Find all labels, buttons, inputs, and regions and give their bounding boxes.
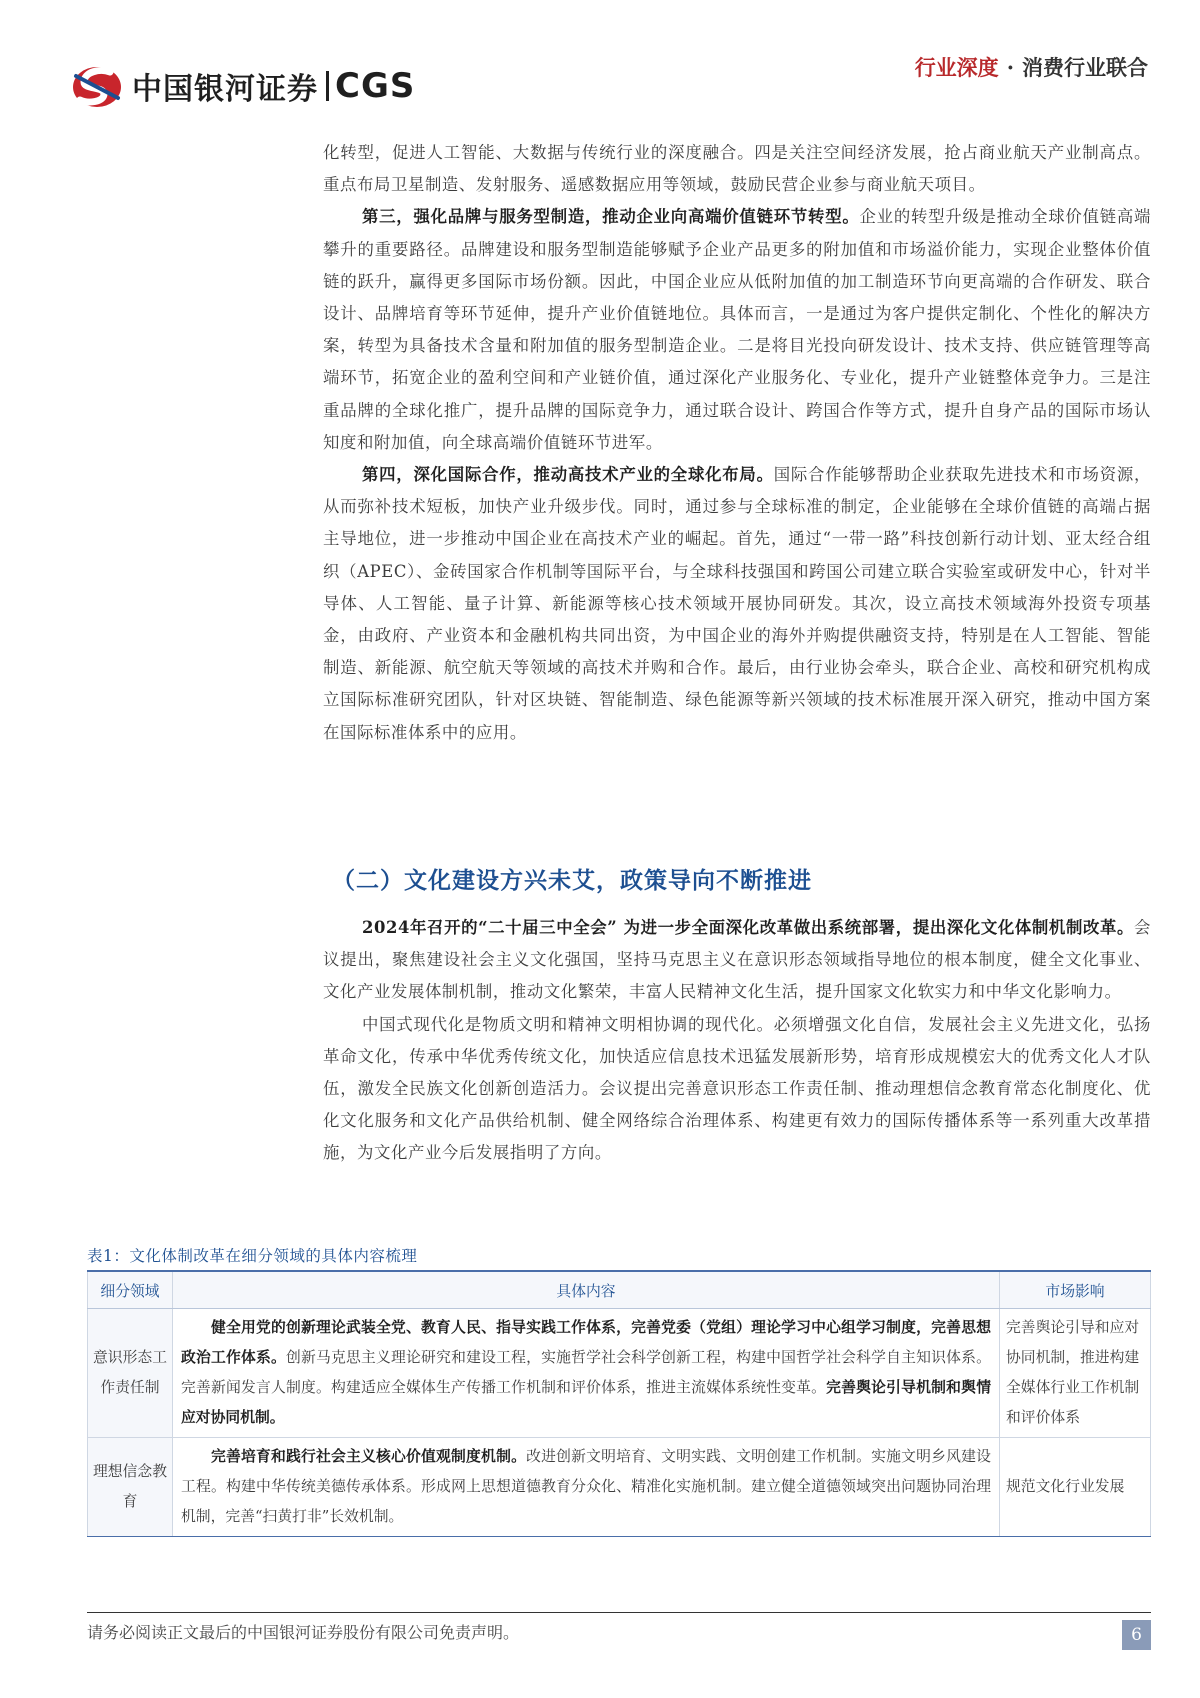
page-number: 6 — [1122, 1620, 1151, 1650]
content-text: 改进创新文明培育、文明实践、文明创建工作机制。实施文明乡风建设工程。构建中华传统美德传承体系。形成网上思想道德教育分众化、精准化实施机制。建立健全道德领域突出问题协同治理机制，完善“扫黄打非”长效机制。 — [181, 1448, 991, 1525]
table-row — [88, 1309, 1151, 1438]
footer-divider — [87, 1612, 1151, 1613]
table-caption: 表1：文化体制改革在细分领域的具体内容梳理 — [87, 1247, 418, 1265]
paragraph-lead: 第三，强化品牌与服务型制造，推动企业向高端价值链环节转型。 — [362, 207, 860, 227]
content-bold: 健全用党的创新理论武装全党、教育人民、指导实践工作体系，完善党委（党组）理论学习中心组学习制度，完善思想政治工作体系。 — [181, 1319, 991, 1366]
section-heading: （二）文化建设方兴未艾，政策导向不断推进 — [332, 867, 812, 894]
paragraph-lead: 2024年召开的“二十届三中全会” 为进一步全面深化改革做出系统部署，提出深化文化体制机制改革。 — [362, 918, 1134, 937]
logo-chinese-name: 中国银河证券 — [132, 72, 318, 107]
cell-impact: 规范文化行业发展 — [1000, 1438, 1151, 1537]
paragraph — [323, 459, 1151, 749]
cell-impact: 完善舆论引导和应对协同机制，推进构建全媒体行业工作机制和评价体系 — [1000, 1309, 1151, 1438]
paragraph-text: 中国式现代化是物质文明和精神文明相协调的现代化。必须增强文化自信，发展社会主义先进文化，弘扬革命文化，传承中华优秀传统文化，加快适应信息技术迅猛发展新形势，培育形成规模宏大的优秀文化人才队伍，激发全民族文化创新创造活力。会议提出完善意识形态工作责任制、推动理想信念教育常态化制度化、优化文化服务和文化产品供给机制、健全网络综合治理体系、构建更有效力的国际传播体系等一系列重大改革措施，为文化产业今后发展指明了方向。 — [323, 1014, 1151, 1163]
paragraph — [323, 201, 1151, 459]
report-category — [915, 52, 1148, 82]
footer-disclaimer: 请务必阅读正文最后的中国银河证券股份有限公司免责声明。 — [87, 1623, 520, 1642]
policy-table — [87, 1270, 1151, 1537]
company-logo — [70, 62, 415, 110]
content-bold: 完善培育和践行社会主义核心价值观制度机制。 — [211, 1448, 527, 1465]
body-text-block — [323, 137, 1151, 749]
paragraph-lead: 第四，深化国际合作，推动高技术产业的全球化布局。 — [362, 465, 774, 485]
column-header: 市场影响 — [1000, 1271, 1151, 1309]
logo-english-name: CGS — [335, 66, 416, 106]
cell-content — [173, 1438, 1000, 1537]
paragraph — [323, 137, 1151, 201]
cgs-logo-icon — [70, 62, 124, 110]
report-type: 行业深度 — [914, 55, 999, 80]
paragraph-text: 国际合作能够帮助企业获取先进技术和市场资源，从而弥补技术短板，加快产业升级步伐。同时，通过参与全球标准的制定，企业能够在全球价值链的高端占据主导地位，进一步推动中国企业在高技术产业的崛起。首先，通过“一带一路”科技创新行动计划、亚太经合组织（APEC）、金砖国家合作机制等国际平台，与全球科技强国和跨国公司建立联合实验室或研发中心，针对半导体、人工智能、量子计算、新能源等核心技术领域开展协同研发。其次，设立高技术领域海外投资专项基金，由政府、产业资本和金融机构共同出资，为中国企业的海外并购提供融资支持，特别是在人工智能、智能制造、新能源、航空航天等领域的高技术并购和合作。最后，由行业协会牵头，联合企业、高校和研究机构成立国际标准研究团队，针对区块链、智能制造、绿色能源等新兴领域的技术标准展开深入研究，推动中国方案在国际标准体系中的应用。 — [323, 465, 1151, 742]
content-text: 创新马克思主义理论研究和建设工程，实施哲学社会科学创新工程，构建中国哲学社会科学自主知识体系。完善新闻发言人制度。构建适应全媒体生产传播工作机制和评价体系，推进主流媒体系统性变革。 — [181, 1349, 991, 1396]
report-sector: 消费行业联合 — [1022, 55, 1148, 80]
column-header: 具体内容 — [173, 1271, 1000, 1309]
section-text-block — [323, 912, 1151, 1170]
cell-field: 理想信念教育 — [88, 1438, 173, 1537]
page-header — [0, 0, 1200, 130]
logo-divider — [326, 71, 329, 101]
table-row — [88, 1438, 1151, 1537]
content-bold: 完善舆论引导机制和舆情应对协同机制。 — [181, 1379, 991, 1426]
paragraph-text: 会议提出，聚焦建设社会主义文化强国，坚持马克思主义在意识形态领域指导地位的根本制度，健全文化事业、文化产业发展体制机制，推动文化繁荣，丰富人民精神文化生活，提升国家文化软实力和中华文化影响力。 — [323, 918, 1151, 1002]
paragraph — [323, 912, 1151, 1009]
header-separator: · — [1006, 55, 1014, 80]
paragraph-text: 企业的转型升级是推动全球价值链高端攀升的重要路径。品牌建设和服务型制造能够赋予企业产品更多的附加值和市场溢价能力，实现企业整体价值链的跃升，赢得更多国际市场份额。因此，中国企业应从低附加值的加工制造环节向更高端的合作研发、联合设计、品牌培育等环节延伸，提升产业价值链地位。具体而言，一是通过为客户提供定制化、个性化的解决方案，转型为具备技术含量和附加值的服务型制造企业。二是将目光投向研发设计、技术支持、供应链管理等高端环节，拓宽企业的盈利空间和产业链价值，通过深化产业服务化、专业化，提升产业链整体竞争力。三是注重品牌的全球化推广，提升品牌的国际竞争力，通过联合设计、跨国合作等方式，提升自身产品的国际市场认知度和附加值，向全球高端价值链环节进军。 — [323, 207, 1151, 452]
cell-content — [173, 1309, 1000, 1438]
paragraph-text: 化转型，促进人工智能、大数据与传统行业的深度融合。四是关注空间经济发展，抢占商业航天产业制高点。重点布局卫星制造、发射服务、遥感数据应用等领域，鼓励民营企业参与商业航天项目。 — [323, 143, 1151, 195]
cell-field: 意识形态工作责任制 — [88, 1309, 173, 1438]
paragraph — [323, 1009, 1151, 1170]
column-header: 细分领域 — [88, 1271, 173, 1309]
table-header-row — [88, 1271, 1151, 1309]
